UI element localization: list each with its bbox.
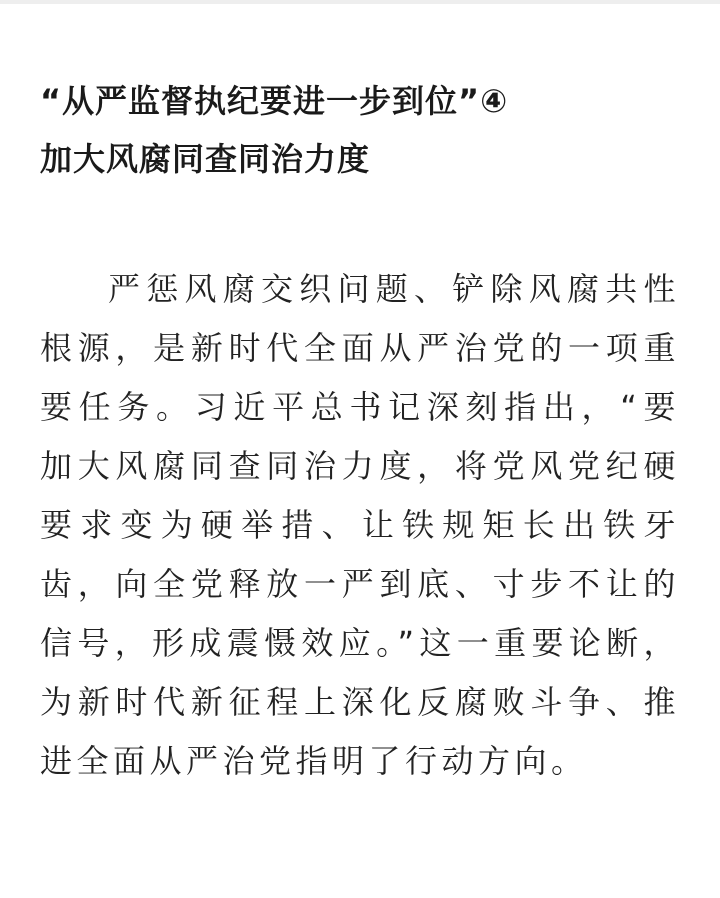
article-title-line-1: “从严监督执纪要进一步到位”④ — [40, 82, 509, 120]
article-container — [40, 72, 680, 791]
article-paragraph: 严惩风腐交织问题、铲除风腐共性根源，是新时代全面从严治党的一项重要任务。习近平总书记深刻指出，“要加大风腐同查同治力度，将党风党纪硬要求变为硬举措、让铁规矩长出铁牙齿，向全党释放一严到底、寸步不让的信号，形成震慑效应。”这一重要论断，为新时代新征程上深化反腐败斗争、推进全面从严治党指明了行动方向。 — [40, 270, 680, 780]
article-title-line-2: 加大风腐同查同治力度 — [40, 140, 371, 178]
article-title — [40, 72, 680, 188]
top-divider — [0, 0, 720, 4]
